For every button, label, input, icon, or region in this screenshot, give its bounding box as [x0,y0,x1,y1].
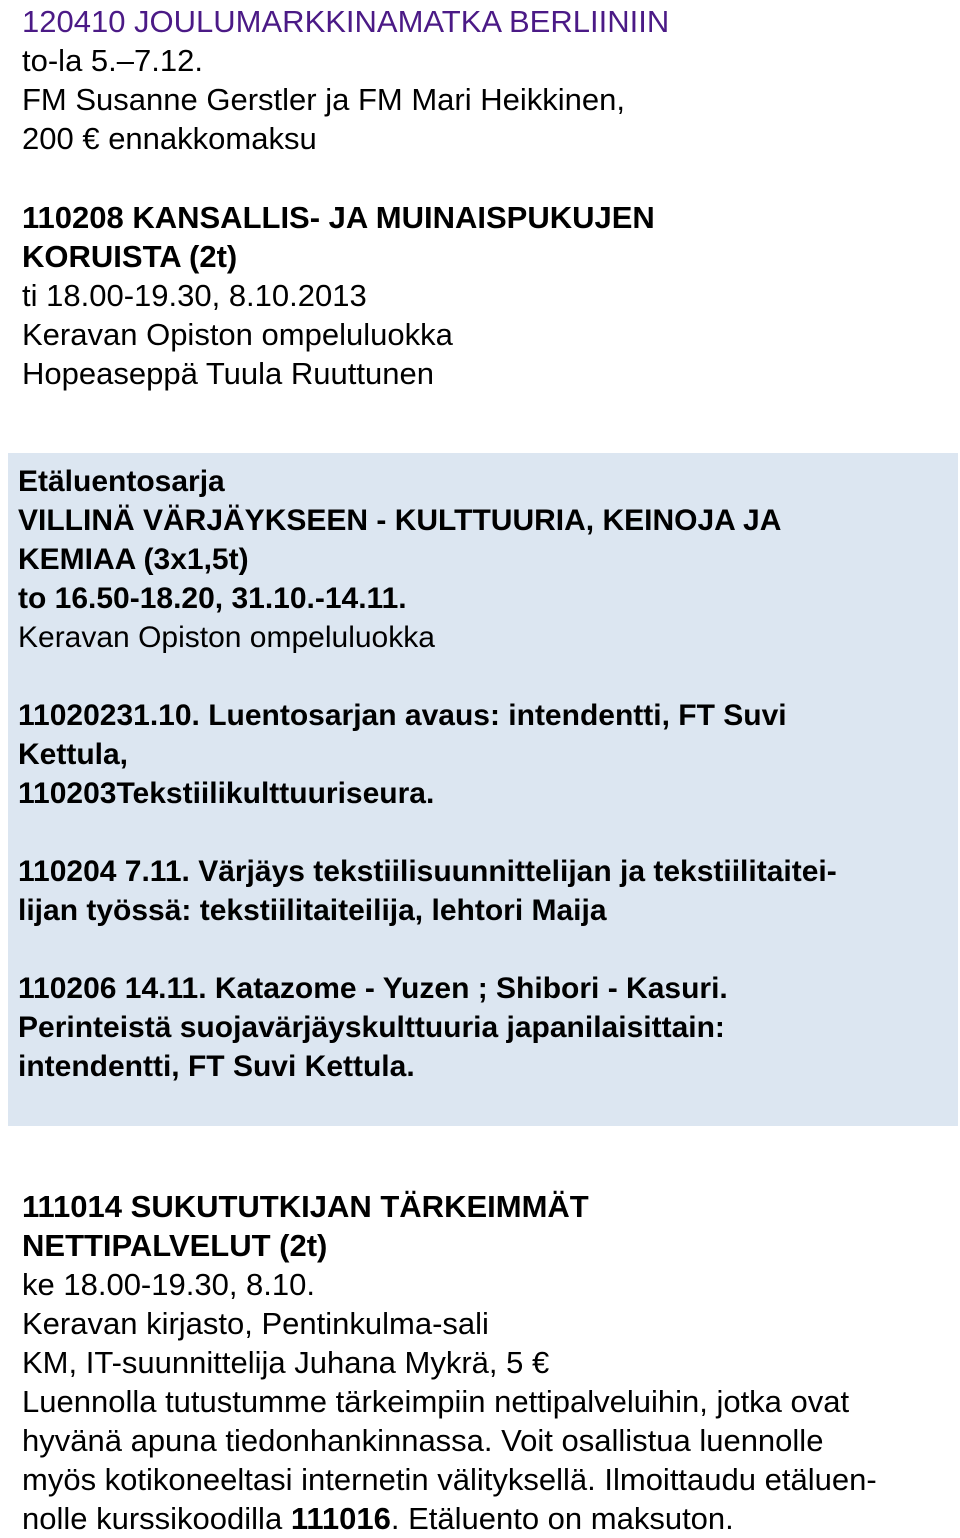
course-time: ke 18.00-19.30, 8.10. [22,1267,316,1302]
course-time: ti 18.00-19.30, 8.10.2013 [22,278,367,313]
lecture-2-line1: 110204 7.11. Värjäys tekstiilisuunnittelijan ja tekstiilitaitei- [18,855,837,888]
lecture-1-line1: 11020231.10. Luentosarjan avaus: intendentti, FT Suvi [18,699,787,732]
lecture-1-line2: Kettula, [18,738,129,771]
series-title-line2: KEMIAA (3x1,5t) [18,543,249,576]
course-desc-line2: hyvänä apuna tiedonhankinnassa. Voit osallistua luennolle [22,1423,824,1458]
series-time: to 16.50-18.20, 31.10.-14.11. [18,582,407,615]
course-title-line2: KORUISTA (2t) [22,239,238,274]
course-title-line2: NETTIPALVELUT (2t) [22,1228,328,1263]
desc-text: nolle kurssikoodilla [22,1501,291,1536]
lecture-3-line3: intendentti, FT Suvi Kettula. [18,1050,415,1083]
course-genealogy [22,1187,877,1538]
course-desc-line1: Luennolla tutustumme tärkeimpiin nettipalveluihin, jotka ovat [22,1384,850,1419]
course-date: to-la 5.–7.12. [22,43,203,78]
lecture-3-line2: Perinteistä suojavärjäyskulttuuria japanilaisittain: [18,1011,725,1044]
desc-text: . Etäluento on maksuton. [390,1501,734,1536]
course-fee: 200 € ennakkomaksu [22,121,317,156]
course-code: 111016 [290,1501,391,1536]
course-berlin-trip [22,2,669,158]
series-place: Keravan Opiston ompeluluokka [18,621,435,654]
course-teacher: KM, IT-suunnittelija Juhana Mykrä, 5 € [22,1345,550,1380]
course-title: 120410 JOULUMARKKINAMATKA BERLIINIIN [22,4,670,39]
course-teacher: Hopeaseppä Tuula Ruuttunen [22,356,434,391]
course-title-line1: 110208 KANSALLIS- JA MUINAISPUKUJEN [22,200,655,235]
lecture-3-line1: 110206 14.11. Katazome - Yuzen ; Shibori - Kasuri. [18,972,728,1005]
course-title-line1: 111014 SUKUTUTKIJAN TÄRKEIMMÄT [22,1189,589,1224]
lecture-2-line2: lijan työssä: tekstiilitaiteilija, lehtori Maija [18,894,607,927]
course-teachers: FM Susanne Gerstler ja FM Mari Heikkinen, [22,82,625,117]
course-desc-line3: myös kotikoneeltasi internetin välityksellä. Ilmoittaudu etäluen- [22,1462,877,1497]
course-jewelry [22,198,655,393]
course-place: Keravan kirjasto, Pentinkulma-sali [22,1306,489,1341]
course-place: Keravan Opiston ompeluluokka [22,317,453,352]
lecture-1-line3: 110203Tekstiilikulttuuriseura. [18,777,435,810]
course-desc-line4 [22,1499,877,1538]
remote-lecture-series-box [8,453,958,1126]
series-label: Etäluentosarja [18,465,225,498]
series-title-line1: VILLINÄ VÄRJÄYKSEEN - KULTTUURIA, KEINOJA JA [18,504,782,537]
